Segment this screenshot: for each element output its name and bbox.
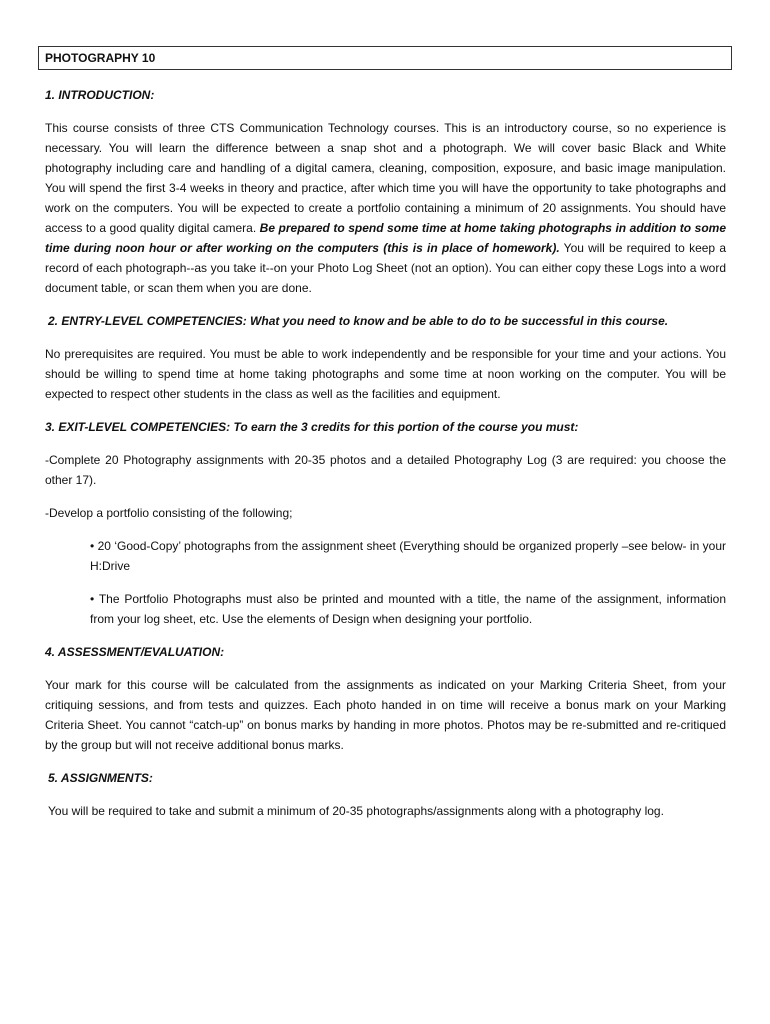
exit-level-item-complete: -Complete 20 Photography assignments with 20-35 photos and a detailed Photography Log (3 are required: you choose the other 17). bbox=[45, 453, 726, 487]
section-heading-assignments: 5. ASSIGNMENTS: bbox=[48, 771, 153, 785]
introduction-emphasis: Be prepared to spend some time at home taking photographs in addition to some time during noon hour or after working on the computers (this is in place of homework). bbox=[45, 221, 726, 255]
introduction-text-start: This course consists of three CTS Communication Technology courses. This is an introductory course, so no experience is necessary. You will learn the difference between a snap shot and a photograph. We will cover basic Black and White photography including care and handling of a digital camera, cleaning, composition, exposure, and basic image manipulation. You will spend the first 3-4 weeks in theory and practice, after which time you will have the opportunity to take photographs and work on the computers. You will be expected to create a portfolio containing a minimum of 20 assignments. You should have access to a good quality digital camera. bbox=[45, 121, 726, 235]
entry-level-paragraph: No prerequisites are required. You must be able to work independently and be responsible for your time and your actions. You should be willing to spend time at home taking photographs and some time at noon working on the computer. You will be expected to respect other students in the class as well as the facilities and equipment. bbox=[45, 347, 726, 401]
portfolio-bullet-good-copy: • 20 ‘Good-Copy’ photographs from the assignment sheet (Everything should be organized properly –see below- in your H:Drive bbox=[90, 539, 726, 573]
exit-level-item-portfolio: -Develop a portfolio consisting of the following; bbox=[45, 506, 293, 520]
assignments-paragraph: You will be required to take and submit a minimum of 20-35 photographs/assignments along with a photography log. bbox=[48, 804, 664, 818]
section-heading-exit-level: 3. EXIT-LEVEL COMPETENCIES: To earn the 3 credits for this portion of the course you must: bbox=[45, 420, 579, 434]
section-heading-assessment: 4. ASSESSMENT/EVALUATION: bbox=[45, 645, 225, 659]
introduction-paragraph bbox=[45, 118, 726, 298]
document-title: PHOTOGRAPHY 10 bbox=[38, 46, 732, 70]
assessment-paragraph: Your mark for this course will be calculated from the assignments as indicated on your Marking Criteria Sheet, from your critiquing sessions, and from tests and quizzes. Each photo handed in on time will receive a bonus mark on your Marking Criteria Sheet. You cannot “catch-up” on bonus marks by handing in more photos. Photos may be re-submitted and re-critiqued by the group but will not receive additional bonus marks. bbox=[45, 678, 726, 752]
section-heading-entry-level: 2. ENTRY-LEVEL COMPETENCIES: What you need to know and be able to do to be successful in this course. bbox=[48, 314, 669, 328]
introduction-text-end: You will be required to keep a record of each photograph--as you take it--on your Photo Log Sheet (not an option). You can either copy these Logs into a word document table, or scan them when you are done. bbox=[45, 241, 726, 295]
portfolio-bullet-printed: • The Portfolio Photographs must also be printed and mounted with a title, the name of the assignment, information from your log sheet, etc. Use the elements of Design when designing your portfolio. bbox=[90, 592, 726, 626]
document-body bbox=[45, 85, 726, 834]
section-heading-introduction: 1. INTRODUCTION: bbox=[45, 88, 155, 102]
